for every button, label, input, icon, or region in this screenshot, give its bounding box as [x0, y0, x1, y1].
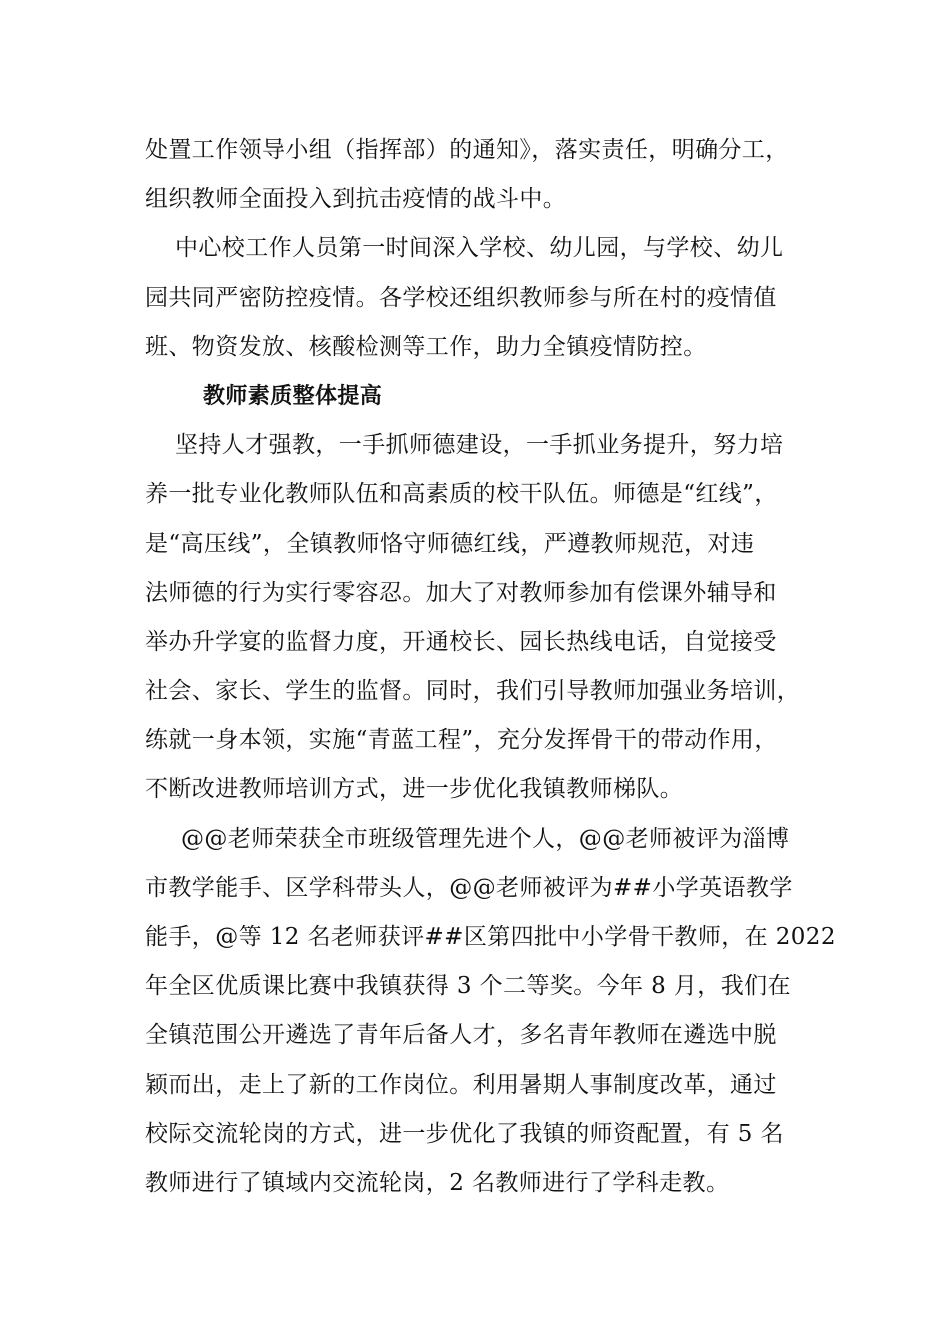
- paragraph-line: 是“高压线”，全镇教师恪守师德红线，严遵教师规范，对违: [145, 530, 755, 557]
- paragraph-4: [145, 815, 835, 1209]
- paragraph-line: 练就一身本领，实施“青蓝工程”，充分发挥骨干的带动作用，: [145, 727, 778, 754]
- paragraph-line: 坚持人才强教，一手抓师德建设，一手抓业务提升，努力培: [175, 432, 784, 459]
- paragraph-line: 班、物资发放、核酸检测等工作，助力全镇疫情防控。: [145, 333, 707, 360]
- paragraph-1: [145, 126, 835, 224]
- paragraph-line: 举办升学宴的监督力度，开通校长、园长热线电话，自觉接受: [145, 628, 777, 655]
- paragraph-line: 处置工作领导小组（指挥部）的通知》，落实责任，明确分工，: [145, 137, 789, 163]
- section-heading: 教师素质整体提高: [203, 383, 383, 409]
- paragraph-line: @@老师荣获全市班级管理先进个人，@@老师被评为淄博: [181, 825, 790, 852]
- paragraph-line: 全镇范围公开遴选了青年后备人才，多名青年教师在遴选中脱: [145, 1022, 777, 1049]
- paragraph-line: 社会、家长、学生的监督。同时，我们引导教师加强业务培训，: [145, 678, 801, 705]
- paragraph-line: 年全区优质课比赛中我镇获得 3 个二等奖。今年 8 月，我们在: [145, 973, 791, 1000]
- paragraph-2: [145, 224, 835, 372]
- paragraph-3: [145, 421, 835, 815]
- document-body: [145, 126, 835, 1208]
- paragraph-line: 养一批专业化教师队伍和高素质的校干队伍。师德是“红线”，: [145, 481, 778, 508]
- paragraph-line: 不断改进教师培训方式，进一步优化我镇教师梯队。: [145, 776, 684, 803]
- paragraph-line: 教师进行了镇域内交流轮岗，2 名教师进行了学科走教。: [145, 1169, 730, 1196]
- paragraph-line: 颖而出，走上了新的工作岗位。利用暑期人事制度改革，通过: [145, 1071, 777, 1098]
- paragraph-line: 能手，@等 12 名老师获评##区第四批中小学骨干教师，在 2022: [145, 924, 836, 950]
- paragraph-line: 市教学能手、区学科带头人，@@老师被评为##小学英语教学: [145, 874, 793, 901]
- paragraph-line: 校际交流轮岗的方式，进一步优化了我镇的师资配置，有 5 名: [145, 1120, 784, 1147]
- paragraph-line: 中心校工作人员第一时间深入学校、幼儿园，与学校、幼儿: [175, 235, 784, 262]
- paragraph-line: 组织教师全面投入到抗击疫情的战斗中。: [145, 186, 567, 213]
- paragraph-line: 园共同严密防控疫情。各学校还组织教师参与所在村的疫情值: [145, 284, 777, 311]
- paragraph-line: 法师德的行为实行零容忍。加大了对教师参加有偿课外辅导和: [145, 579, 777, 606]
